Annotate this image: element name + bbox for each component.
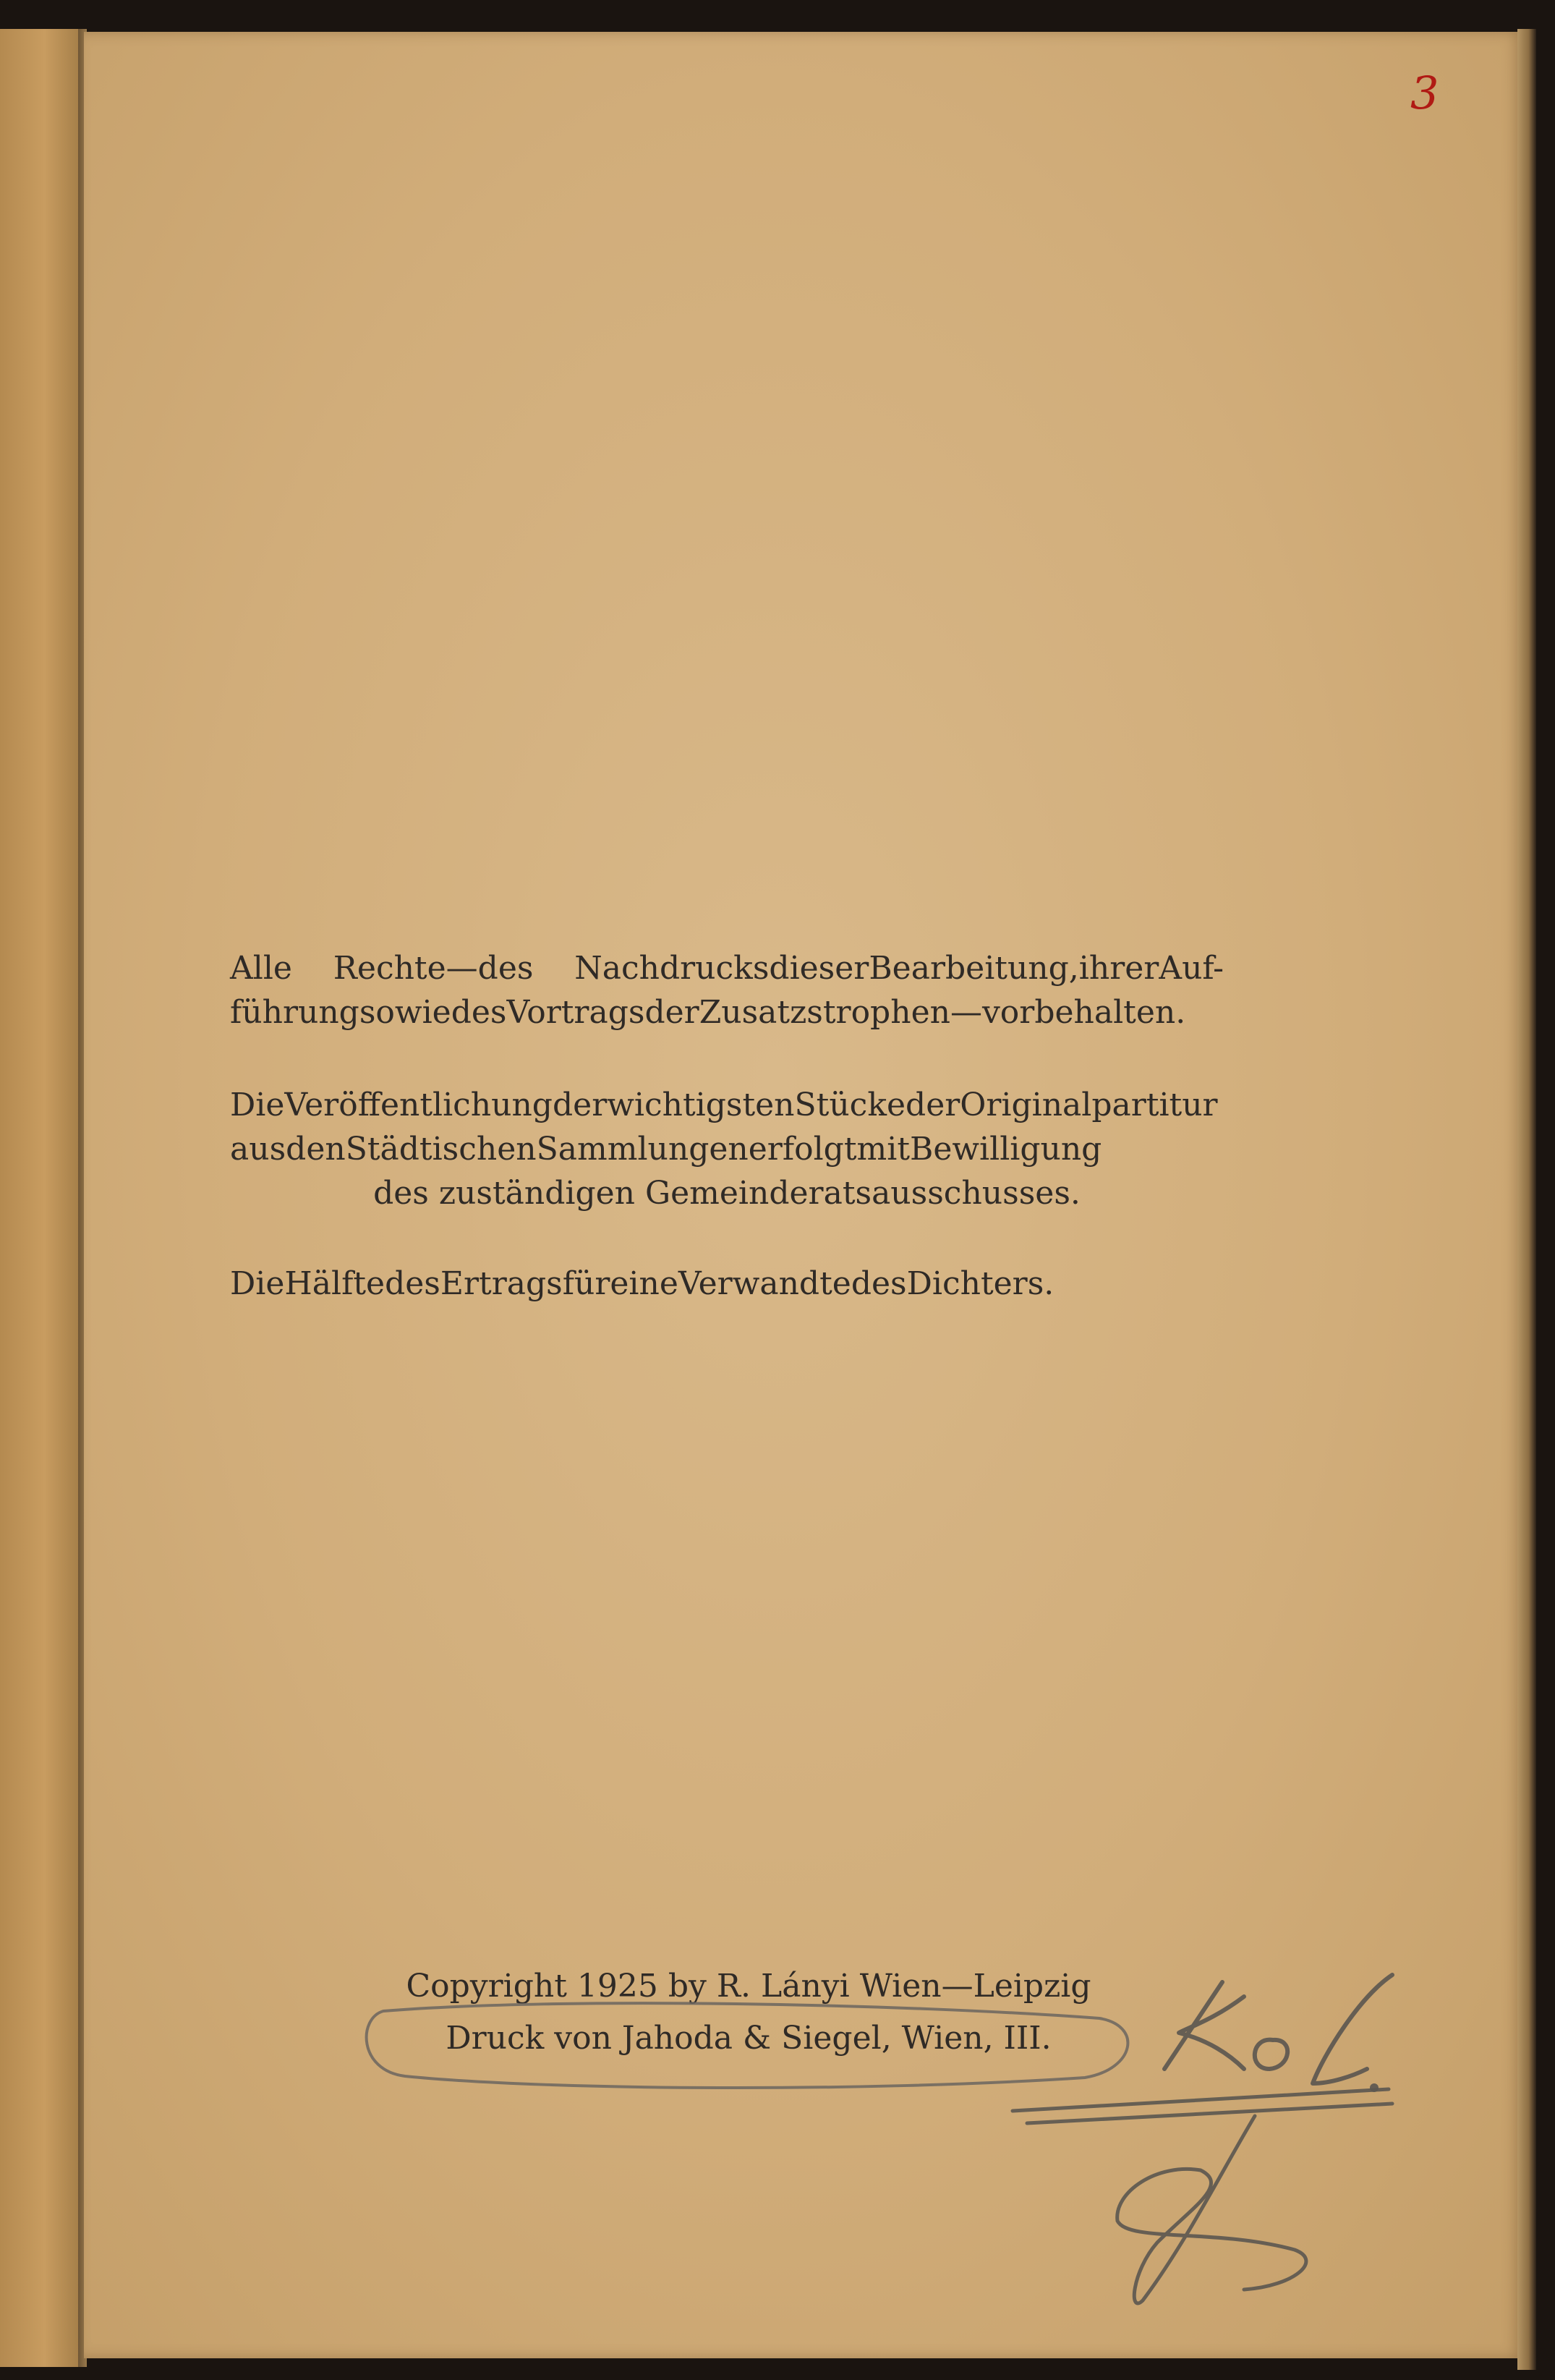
word: der	[552, 1087, 608, 1123]
word: Dichters.	[906, 1265, 1055, 1302]
word: Zusatzstrophen	[699, 994, 950, 1031]
word: sowie	[359, 994, 451, 1031]
word: für	[562, 1265, 610, 1302]
printer-line: Druck von Jahoda & Siegel, Wien, III.	[446, 2020, 1052, 2057]
pencil-signature-kol	[1164, 1975, 1392, 2090]
word: der	[644, 994, 699, 1031]
word: Bearbeitung,	[869, 950, 1079, 987]
word: —	[950, 994, 982, 1031]
word: aus	[230, 1131, 286, 1168]
word: Verwandte	[678, 1265, 851, 1302]
word: Alle Rechte	[230, 950, 446, 987]
word: Bewilligung	[910, 1131, 1102, 1168]
word: des	[851, 1265, 907, 1302]
word: mit	[856, 1131, 911, 1168]
word: Die	[230, 1087, 285, 1123]
copyright-line: Copyright 1925 by R. Lányi Wien—Leipzig	[406, 1968, 1091, 2005]
word: Hälfte	[284, 1265, 385, 1302]
word: dieser	[769, 950, 869, 987]
pencil-oval	[367, 2003, 1128, 2088]
word: des	[451, 994, 507, 1031]
pencil-underline	[1013, 2089, 1392, 2123]
word: führung	[230, 994, 359, 1031]
word: Stücke	[794, 1087, 906, 1123]
word: Originalpartitur	[960, 1087, 1218, 1123]
word: ihrer	[1078, 950, 1159, 987]
word: Vortrags	[506, 994, 645, 1031]
word: wichtigsten	[607, 1087, 795, 1123]
pencil-mark-eszett	[1117, 2116, 1306, 2303]
word: —	[446, 950, 478, 987]
word: des	[385, 1265, 440, 1302]
word: Sammlungen	[536, 1131, 749, 1168]
word: der	[906, 1087, 960, 1123]
word: vorbehalten.	[981, 994, 1186, 1031]
publication-line-3: des zuständigen Gemeinderatsausschusses.	[373, 1175, 1081, 1212]
word: eine	[610, 1265, 678, 1302]
word: Ertrags	[440, 1265, 563, 1302]
word: Auf-	[1159, 950, 1224, 987]
folio-number: 3	[1410, 67, 1439, 119]
word: Städtischen	[345, 1131, 537, 1168]
word: den	[286, 1131, 346, 1168]
word: Veröffentlichung	[284, 1087, 553, 1123]
word: des Nachdrucks	[477, 950, 770, 987]
word: Die	[230, 1265, 285, 1302]
word: erfolgt	[748, 1131, 857, 1168]
